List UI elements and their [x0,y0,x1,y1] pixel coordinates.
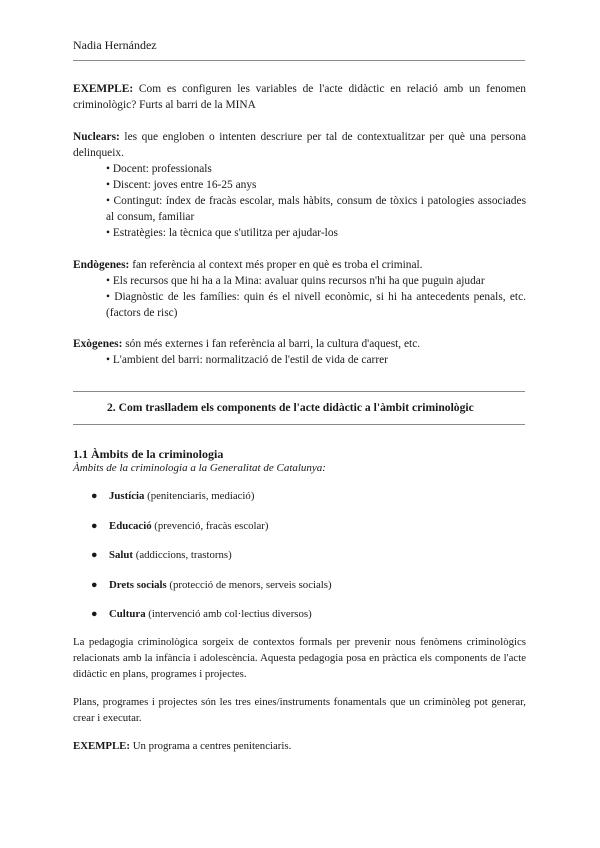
area-detail: (addiccions, trastorns) [135,549,232,561]
example-label: EXEMPLE: [73,740,130,752]
area-detail: (protecció de menors, serveis socials) [169,579,332,591]
area-item-salut [91,549,232,561]
area-name: Cultura [109,608,146,620]
list-item: • Diagnòstic de les famílies: quin és el nivell econòmic, si hi ha antecedents penals, etc. (factors de risc) [106,291,526,319]
subsection-subtitle: Àmbits de la criminologia a la Generalitat de Catalunya: [73,462,326,474]
bullet-icon: ● [91,608,98,620]
list-item: • Docent: professionals [106,163,212,175]
area-name: Drets socials [109,579,167,591]
area-detail: (penitenciaris, mediació) [147,490,255,502]
bullet-icon: ● [91,549,98,561]
area-item-educacio [91,520,269,532]
list-item: • Contingut: índex de fracàs escolar, mals hàbits, consum de tòxics i patologies associades al consum, familiar [106,195,526,223]
body-paragraph: La pedagogia criminològica sorgeix de contextos formals per prevenir nous fenòmens criminològics relacionats amb la infància i adolescència. Aquesta pedagogia posa en pràctica els components de l'acte didàctic en plans, programes i projectes. [73,636,526,680]
endogenes-paragraph [73,257,526,273]
example-paragraph [73,81,526,113]
exogenes-text: són més externes i fan referència al barri, la cultura d'aquest, etc. [125,338,421,350]
section-title: 2. Com traslladem els components de l'acte didàctic a l'àmbit criminològic [107,401,474,414]
exogenes-paragraph [73,336,526,352]
example-paragraph-2 [73,738,526,754]
list-item: • L'ambient del barri: normalització de l'estil de vida de carrer [106,354,388,366]
area-name: Justícia [109,490,145,502]
nuclears-label: Nuclears: [73,131,120,143]
author-name: Nadia Hernández [73,38,157,52]
example-text: Un programa a centres penitenciaris. [132,740,292,752]
bullet-icon: ● [91,579,98,591]
endogenes-label: Endògenes: [73,259,130,271]
area-item-cultura [91,608,312,620]
example-label: EXEMPLE: [73,83,134,95]
area-detail: (intervenció amb col·lectius diversos) [148,608,312,620]
nuclears-text: les que engloben o intenten descriure per tal de contextualitzar per què una persona delinqueix. [73,131,526,159]
area-detail: (prevenció, fracàs escolar) [154,520,269,532]
area-item-justicia [91,490,254,502]
section-divider-bottom [73,424,525,425]
area-name: Salut [109,549,134,561]
example-text: Com es configuren les variables de l'acte didàctic en relació amb un fenomen criminològic? Furts al barri de la MINA [73,83,527,111]
list-item: • Discent: joves entre 16-25 anys [106,179,257,191]
endogenes-list [106,273,526,321]
area-name: Educació [109,520,152,532]
nuclears-list [106,161,526,241]
area-item-drets-socials [91,579,332,591]
list-item: • Els recursos que hi ha a la Mina: avaluar quins recursos n'hi ha que puguin ajudar [106,275,485,287]
subsection-heading: 1.1 Àmbits de la criminologia [73,447,224,461]
exogenes-label: Exògenes: [73,338,123,350]
section-divider-top [73,391,525,392]
endogenes-text: fan referència al context més proper en què es troba el criminal. [132,259,423,271]
bullet-icon: ● [91,520,98,532]
exogenes-list [106,352,526,368]
header-divider [73,60,525,61]
body-paragraph: Plans, programes i projectes són les tres eines/instruments fonamentals que un criminòleg pot generar, crear i executar. [73,696,526,724]
bullet-icon: ● [91,490,98,502]
list-item: • Estratègies: la tècnica que s'utilitza per ajudar-los [106,227,338,239]
nuclears-paragraph [73,129,526,161]
